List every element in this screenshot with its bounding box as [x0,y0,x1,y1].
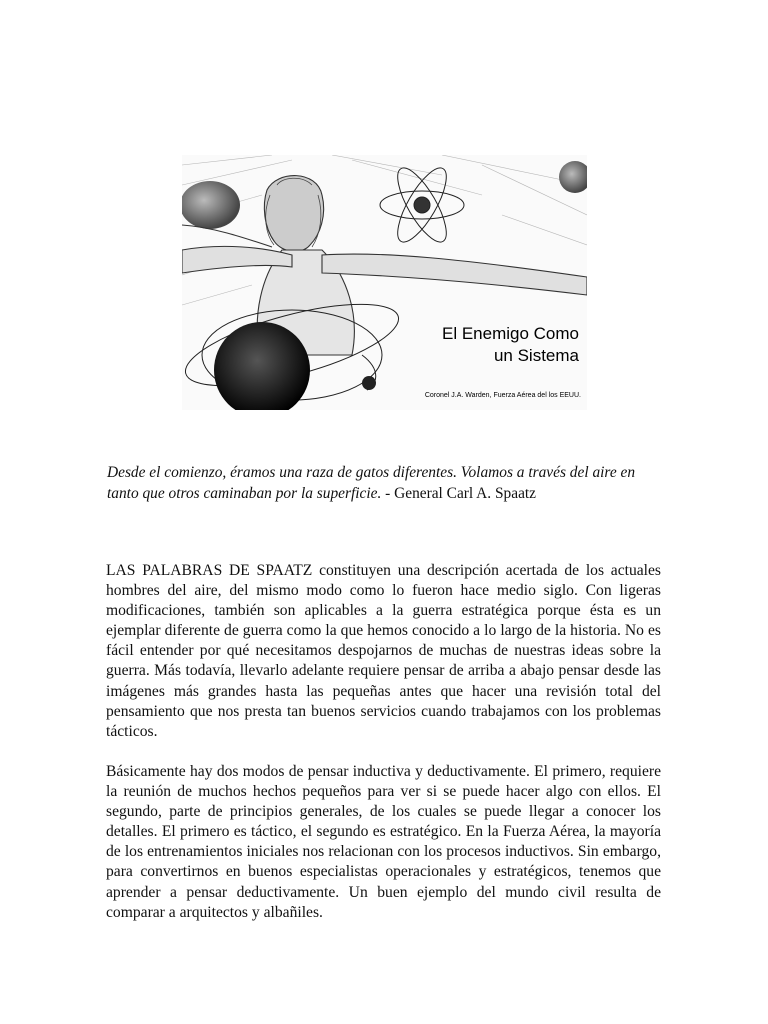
paragraph-2: Básicamente hay dos modos de pensar inductiva y deductivamente. El primero, requiere la reunión de muchos hechos pequeños para ver si se puede hacer algo con ellos. El segundo, parte de principios generales, de los cuales se puede llegar a conocer los detalles. El primero es táctico, el segundo es estratégico. En la Fuerza Aérea, la mayoría de los entrenamientos iniciales nos relacionan con los procesos inductivos. Sin embargo, para convertirnos en buenos especialistas operacionales y estratégicos, tenemos que aprender a pensar deductivamente. Un buen ejemplo del mundo civil resulta de comparar a arquitectos y albañiles. [106,763,661,921]
satellite [362,376,376,390]
atom-symbol [380,162,464,249]
epigraph-attribution: - General Carl A. Spaatz [381,485,537,502]
figure-title [182,323,579,367]
epigraph [107,462,642,504]
right-planet [559,161,587,193]
figure-credit: Coronel J.A. Warden, Fuerza Aérea del los EEUU. [424,392,581,399]
left-planet [182,181,240,229]
cover-illustration [182,155,587,410]
paragraph-1: LAS PALABRAS DE SPAATZ constituyen una descripción acertada de los actuales hombres del aire, del mismo modo como lo fueron hace medio siglo. Con ligeras modificaciones, también son aplicables a la guerra estratégica porque ésta es un ejemplar diferente de guerra como la que hemos conocido a lo largo de la historia. No es fácil entender por qué necesitamos despojarnos de muchas de nuestras ideas sobre la guerra. Más todavía, llevarlo adelante requiere pensar de arriba a abajo pensar desde las imágenes más grandes hasta las pequeñas antes que hacer una revisión total del pensamiento que nos presta tan buenos servicios cuando trabajamos con los problemas tácticos. [106,562,661,740]
epigraph-quote: Desde el comienzo, éramos una raza de gatos diferentes. Volamos a través del aire en tanto que otros caminaban por la superficie. [107,464,636,502]
figure-title-line2: un Sistema [493,346,579,365]
vitruvian-atom-drawing [182,155,587,410]
figure-title-line1: El Enemigo Como [441,324,579,343]
